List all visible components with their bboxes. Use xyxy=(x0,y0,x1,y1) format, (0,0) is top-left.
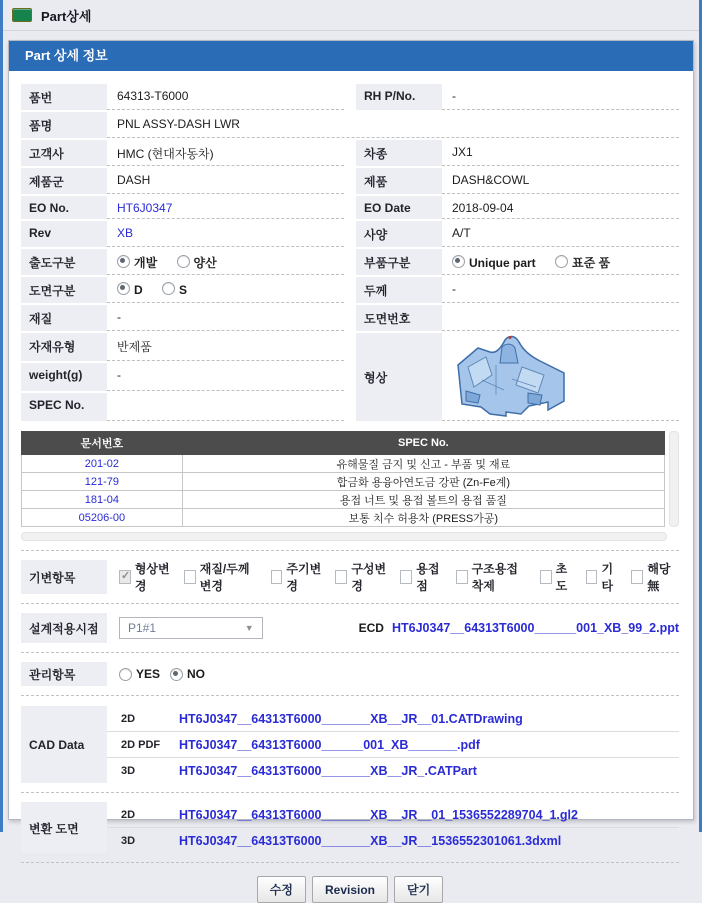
close-button[interactable]: 닫기 xyxy=(394,876,443,903)
change-config-label: 구성변경 xyxy=(351,562,387,593)
customer-value: HMC (현대자동차) xyxy=(107,140,344,166)
product-value: DASH&COWL xyxy=(442,168,679,194)
window-titlebar xyxy=(0,0,702,31)
change-shape-checkbox[interactable] xyxy=(119,570,131,584)
form-row xyxy=(21,305,679,331)
folder-icon xyxy=(12,8,32,22)
cad-2d-file-link[interactable]: HT6J0347__64313T6000_______XB__JR__01.CATDrawing xyxy=(179,711,523,726)
spec-table-hscrollbar[interactable] xyxy=(21,532,667,541)
spec-col-doc-no: 문서번호 xyxy=(22,432,183,455)
weight-label: weight(g) xyxy=(21,363,107,391)
part-no-value: 64313-T6000 xyxy=(107,84,344,110)
spec-table-row xyxy=(22,473,665,491)
converted-row xyxy=(107,828,679,853)
release-mass-label: 양산 xyxy=(193,256,217,270)
cad-type-3d: 3D xyxy=(121,764,136,777)
change-material-label: 재질/두께변경 xyxy=(199,562,250,593)
manage-yes-label: YES xyxy=(136,667,161,681)
part-type-standard-radio[interactable] xyxy=(555,255,568,268)
spec-label: 사양 xyxy=(356,221,442,247)
product-group-value: DASH xyxy=(107,168,344,194)
change-cycle-label: 주기변경 xyxy=(286,562,322,593)
part-no-label: 품번 xyxy=(21,84,107,110)
cad-3d-file-link[interactable]: HT6J0347__64313T6000_______XB__JR_.CATPart xyxy=(179,763,477,778)
edit-button[interactable]: 수정 xyxy=(257,876,306,903)
release-mass-radio[interactable] xyxy=(177,255,190,268)
drawing-type-d-radio[interactable] xyxy=(117,282,130,295)
change-adhesive-label: 구조용접착제 xyxy=(471,562,518,593)
form-row-shape xyxy=(21,333,679,421)
spec-table-row xyxy=(22,491,665,509)
shape-value xyxy=(442,333,679,421)
change-shape-label: 형상변경 xyxy=(134,562,170,593)
rh-pno-value: - xyxy=(442,84,679,110)
change-etc-label: 기타 xyxy=(601,562,614,593)
spec-doc-link[interactable]: 05206-00 xyxy=(22,509,183,527)
spec-doc-link[interactable]: 121-79 xyxy=(22,473,183,491)
release-dev-radio[interactable] xyxy=(117,255,130,268)
material-type-value: 반제품 xyxy=(107,333,344,361)
panel-body xyxy=(9,71,693,903)
spec-doc-link[interactable]: 181-04 xyxy=(22,491,183,509)
window-border-left xyxy=(0,0,3,832)
cad-data-label: CAD Data xyxy=(21,706,107,783)
part-type-unique-radio[interactable] xyxy=(452,255,465,268)
thickness-value: - xyxy=(442,277,679,303)
drawing-no-label: 도면번호 xyxy=(356,305,442,331)
section-divider xyxy=(21,603,679,604)
material-value: - xyxy=(107,305,344,331)
cad-row xyxy=(107,706,679,732)
product-label: 제품 xyxy=(356,168,442,194)
converted-3d-file-link[interactable]: HT6J0347__64313T6000_______XB__JR__1536552301061.3dxml xyxy=(179,833,562,848)
eo-date-value: 2018-09-04 xyxy=(442,196,679,219)
spec-no-value xyxy=(107,393,344,421)
change-none-label: 해당 無 xyxy=(647,562,671,593)
form-row xyxy=(21,140,679,166)
eo-date-label: EO Date xyxy=(356,196,442,219)
customer-label: 고객사 xyxy=(21,140,107,166)
part-detail-panel xyxy=(8,40,694,897)
spec-table-vscrollbar[interactable] xyxy=(669,431,679,527)
chevron-down-icon: ▼ xyxy=(244,623,254,633)
manage-no-radio[interactable] xyxy=(170,668,183,681)
converted-type-2d: 2D xyxy=(121,808,136,821)
change-cycle-checkbox[interactable] xyxy=(271,570,283,584)
change-items-label: 기변항목 xyxy=(21,560,107,594)
section-divider xyxy=(21,550,679,551)
release-type-label: 출도구분 xyxy=(21,249,107,275)
converted-2d-file-link[interactable]: HT6J0347__64313T6000_______XB__JR__01_1536552289704_1.gl2 xyxy=(179,807,578,822)
form-row xyxy=(21,249,679,275)
vehicle-value: JX1 xyxy=(442,140,679,166)
drawing-no-value xyxy=(442,305,679,331)
change-first-label: 초도 xyxy=(555,562,568,593)
change-material-checkbox[interactable] xyxy=(184,570,196,584)
button-bar xyxy=(21,876,679,903)
rev-label: Rev xyxy=(21,221,107,247)
spec-desc: 유해물질 금지 및 신고 - 부품 및 재료 xyxy=(182,455,664,473)
vehicle-label: 차종 xyxy=(356,140,442,166)
spec-table xyxy=(21,431,665,527)
rev-link[interactable]: XB xyxy=(107,221,344,247)
drawing-type-s-label: S xyxy=(179,283,188,297)
form-row xyxy=(21,277,679,303)
manage-no-label: NO xyxy=(187,667,206,681)
drawing-type-d-label: D xyxy=(134,283,143,297)
product-group-label: 제품군 xyxy=(21,168,107,194)
part-name-value: PNL ASSY-DASH LWR xyxy=(107,112,679,138)
converted-row xyxy=(107,802,679,828)
manage-item-label: 관리항목 xyxy=(21,662,107,686)
part-type-unique-label: Unique part xyxy=(469,256,536,270)
spec-table-row xyxy=(22,455,665,473)
revision-button[interactable]: Revision xyxy=(312,876,388,903)
cad-row xyxy=(107,758,679,783)
form-row xyxy=(21,221,679,247)
change-items-row xyxy=(21,560,679,594)
converted-drawing-block xyxy=(21,802,679,853)
cad-2dpdf-file-link[interactable]: HT6J0347__64313T6000______001_XB_______.pdf xyxy=(179,737,480,752)
part-type-label: 부품구분 xyxy=(356,249,442,275)
change-weldpoint-checkbox[interactable] xyxy=(400,570,412,584)
change-weldpoint-label: 용접점 xyxy=(416,562,440,593)
spec-col-spec-no: SPEC No. xyxy=(182,432,664,455)
change-config-checkbox[interactable] xyxy=(335,570,347,584)
cad-type-2d: 2D xyxy=(121,712,136,725)
manage-item-row xyxy=(21,662,679,686)
spec-table-container xyxy=(21,431,679,527)
design-apply-label: 설계적용시점 xyxy=(21,613,107,643)
change-adhesive-checkbox[interactable] xyxy=(456,570,468,584)
eo-no-link[interactable]: HT6J0347 xyxy=(107,196,344,219)
spec-desc: 용접 너트 및 용접 볼트의 용접 품질 xyxy=(182,491,664,509)
design-apply-selected-value: P1#1 xyxy=(128,621,157,635)
design-apply-row xyxy=(21,613,679,643)
part-type-standard-label: 표준 품 xyxy=(572,256,611,270)
spec-no-label: SPEC No. xyxy=(21,393,107,421)
ecd-file-link[interactable]: HT6J0347__64313T6000______001_XB_99_2.ppt xyxy=(391,621,679,635)
part-shape-image xyxy=(452,335,570,417)
change-first-checkbox[interactable] xyxy=(540,570,552,584)
thickness-label: 두께 xyxy=(356,277,442,303)
form-row xyxy=(21,84,679,110)
ecd-label: ECD xyxy=(358,621,384,635)
manage-yes-radio[interactable] xyxy=(119,668,132,681)
material-label: 재질 xyxy=(21,305,107,331)
material-type-label: 자재유형 xyxy=(21,333,107,361)
window-title: Part상세 xyxy=(41,8,92,24)
rh-pno-label: RH P/No. xyxy=(356,84,442,110)
form-row xyxy=(21,168,679,194)
drawing-type-s-radio[interactable] xyxy=(162,282,175,295)
cad-data-block xyxy=(21,706,679,783)
drawing-type-label: 도면구분 xyxy=(21,277,107,303)
converted-type-3d: 3D xyxy=(121,834,136,847)
spec-desc: 보통 치수 허용차 (PRESS가공) xyxy=(182,509,664,527)
section-divider xyxy=(21,652,679,653)
eo-no-label: EO No. xyxy=(21,196,107,219)
cad-type-2dpdf: 2D PDF xyxy=(121,738,161,751)
panel-title: Part 상세 정보 xyxy=(9,41,693,71)
section-divider xyxy=(21,695,679,696)
spec-desc: 합금화 용융아연도금 강판 (Zn-Fe계) xyxy=(182,473,664,491)
spec-value: A/T xyxy=(442,221,679,247)
converted-drawing-label: 변환 도면 xyxy=(21,802,107,853)
spec-table-row xyxy=(22,509,665,527)
change-none-checkbox[interactable] xyxy=(631,570,643,584)
design-apply-select[interactable] xyxy=(119,617,263,639)
form-row xyxy=(21,196,679,219)
part-name-label: 품명 xyxy=(21,112,107,138)
section-divider xyxy=(21,792,679,793)
form-row xyxy=(21,112,679,138)
cad-row xyxy=(107,732,679,758)
section-divider xyxy=(21,862,679,863)
shape-label: 형상 xyxy=(356,333,442,421)
change-etc-checkbox[interactable] xyxy=(586,570,598,584)
weight-value: - xyxy=(107,363,344,391)
spec-doc-link[interactable]: 201-02 xyxy=(22,455,183,473)
release-dev-label: 개발 xyxy=(134,256,158,270)
